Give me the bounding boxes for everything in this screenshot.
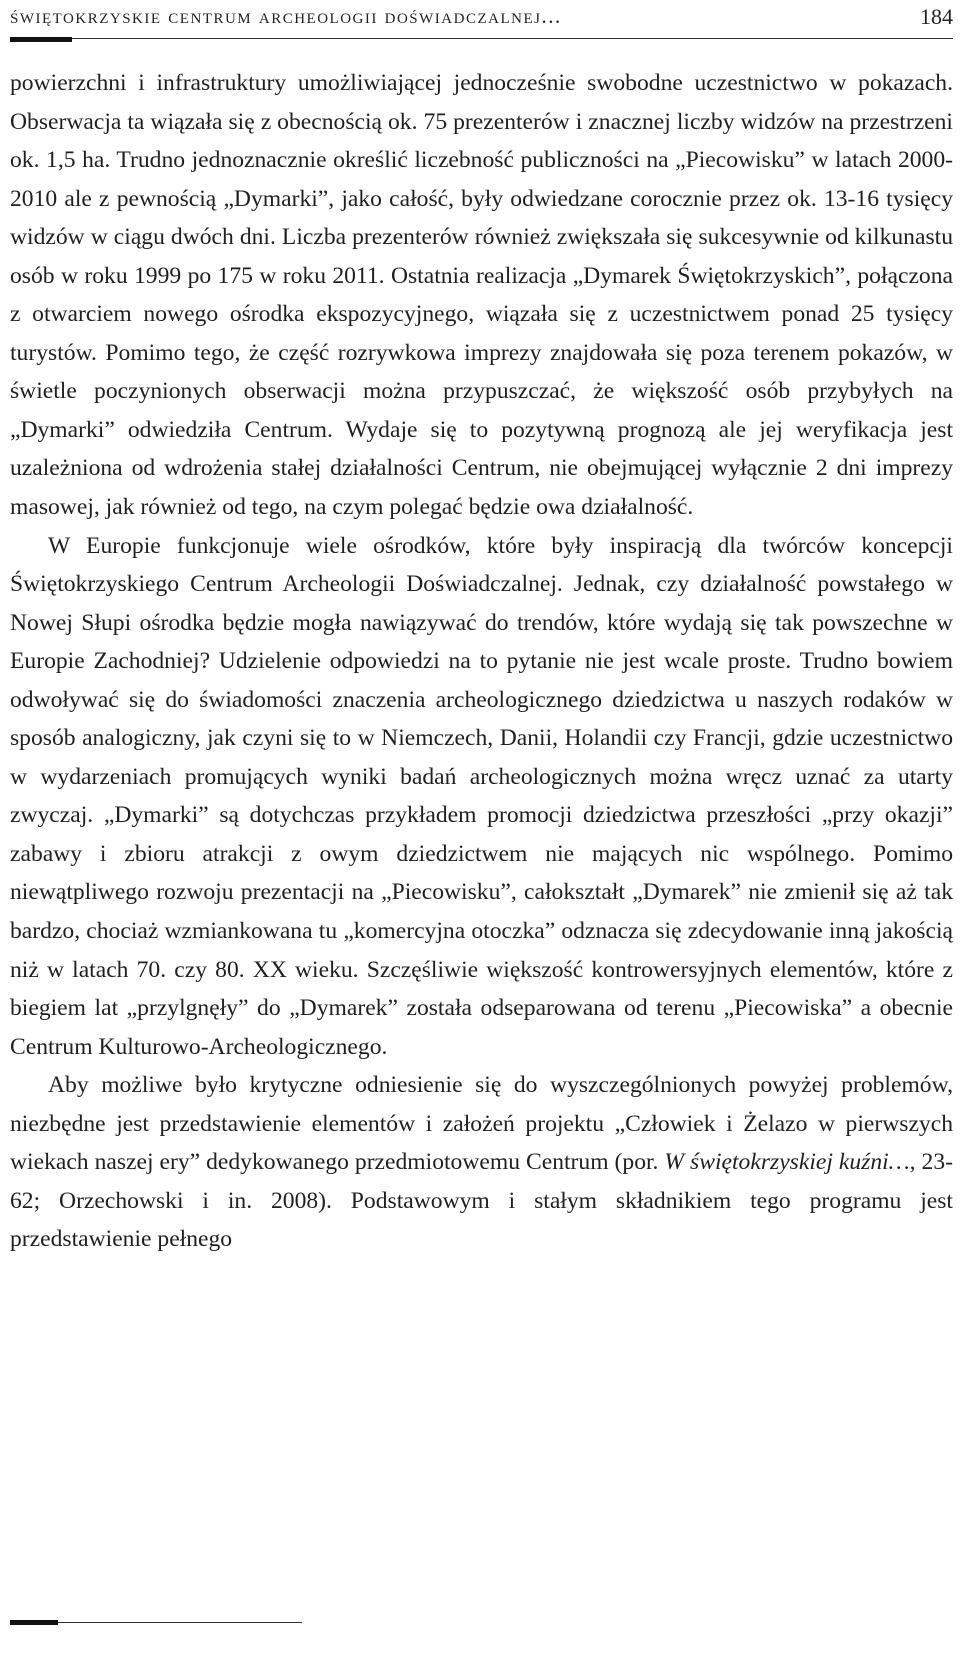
paragraph-1: powierzchni i infrastruktury umożliwiającej jednocześnie swobodne uczestnictwo w pokazach. Obserwacja ta wiązała się z obecnością ok. 75 prezenterów i znacznej liczby widzów na przestrzeni ok. 1,5 ha. Trudno jednoznacznie określić liczebność publiczności na „Piecowisku” w latach 2000-2010 ale z pewnością „Dymarki”, jako całość, były odwiedzane corocznie przez ok. 13-16 tysięcy widzów w ciągu dwóch dni. Liczba prezenterów również zwiększała się sukcesywnie od kilkunastu osób w roku 1999 po 175 w roku 2011. Ostatnia realizacja „Dymarek Świętokrzyskich”, połączona z otwarciem nowego ośrodka ekspozycyjnego, wiązała się z uczestnictwem ponad 25 tysięcy turystów. Pomimo tego, że część rozrywkowa imprezy znajdowała się poza terenem pokazów, w świetle poczynionych obserwacji można przypuszczać, że większość osób przybyłych na „Dymarki” odwiedziła Centrum. Wydaje się to pozytywną prognozą ale jej weryfikacja jest uzależniona od wdrożenia stałej działalności Centrum, nie obejmującej wyłącznie 2 dni imprezy masowej, jak również od tego, na czym polegać będzie owa działalność. xyxy=(10,70,953,521)
header-rule-accent xyxy=(10,37,72,42)
header-rule xyxy=(10,38,953,39)
cited-title: W świętokrzyskiej kuźni… xyxy=(664,1149,910,1176)
paragraph-3 xyxy=(10,1066,953,1259)
paragraph-2: W Europie funkcjonuje wiele ośrodków, które były inspiracją dla twórców koncepcji Świętokrzyskiego Centrum Archeologii Doświadczalnej. Jednak, czy działalność powstałego w Nowej Słupi ośrodka będzie mogła nawiązywać do trendów, które wydają się tak powszechne w Europie Zachodniej? Udzielenie odpowiedzi na to pytanie nie jest wcale proste. Trudno bowiem odwoływać się do świadomości znaczenia archeologicznego dziedzictwa u naszych rodaków w sposób analogiczny, jak czyni się to w Niemczech, Danii, Holandii czy Francji, gdzie uczestnictwo w wydarzeniach promujących wyniki badań archeologicznych można wręcz uznać za utarty zwyczaj. „Dymarki” są dotychczas przykładem promocji dziedzictwa przeszłości „przy okazji” zabawy i zbioru atrakcji z owym dziedzictwem nie mających nic wspólnego. Pomimo niewątpliwego rozwoju prezentacji na „Piecowisku”, całokształt „Dymarek” nie zmienił się aż tak bardzo, chociaż wzmiankowana tu „komercyjna otoczka” odznacza się zdecydowanie inną jakością niż w latach 70. czy 80. XX wieku. Szczęśliwie większość kontrowersyjnych elementów, które z biegiem lat „przylgnęły” do „Dymarek” została odseparowana od terenu „Piecowiska” a obecnie Centrum Kulturowo-Archeologicznego. xyxy=(10,532,953,1060)
running-head xyxy=(10,0,953,40)
footer-rule-accent xyxy=(10,1620,58,1625)
body-text xyxy=(10,64,953,1259)
running-title: świętokrzyskie centrum archeologii doświadczalnej... xyxy=(10,4,562,28)
page-number: 184 xyxy=(920,4,953,29)
paragraph-3-text-a: Aby możliwe było krytyczne odniesienie się do wyszczególnionych powyżej problemów, niezbędne jest przedstawienie elementów i założeń projektu „Człowiek i Żelazo w pierwszych wiekach naszej ery” dedykowanego przedmiotowemu Centrum (por. xyxy=(10,1072,953,1176)
paragraph-3-text-b: , 23-62; Orzechowski i in. 2008). Podstawowym i stałym składnikiem tego programu jest przedstawienie pełnego xyxy=(10,1149,954,1253)
